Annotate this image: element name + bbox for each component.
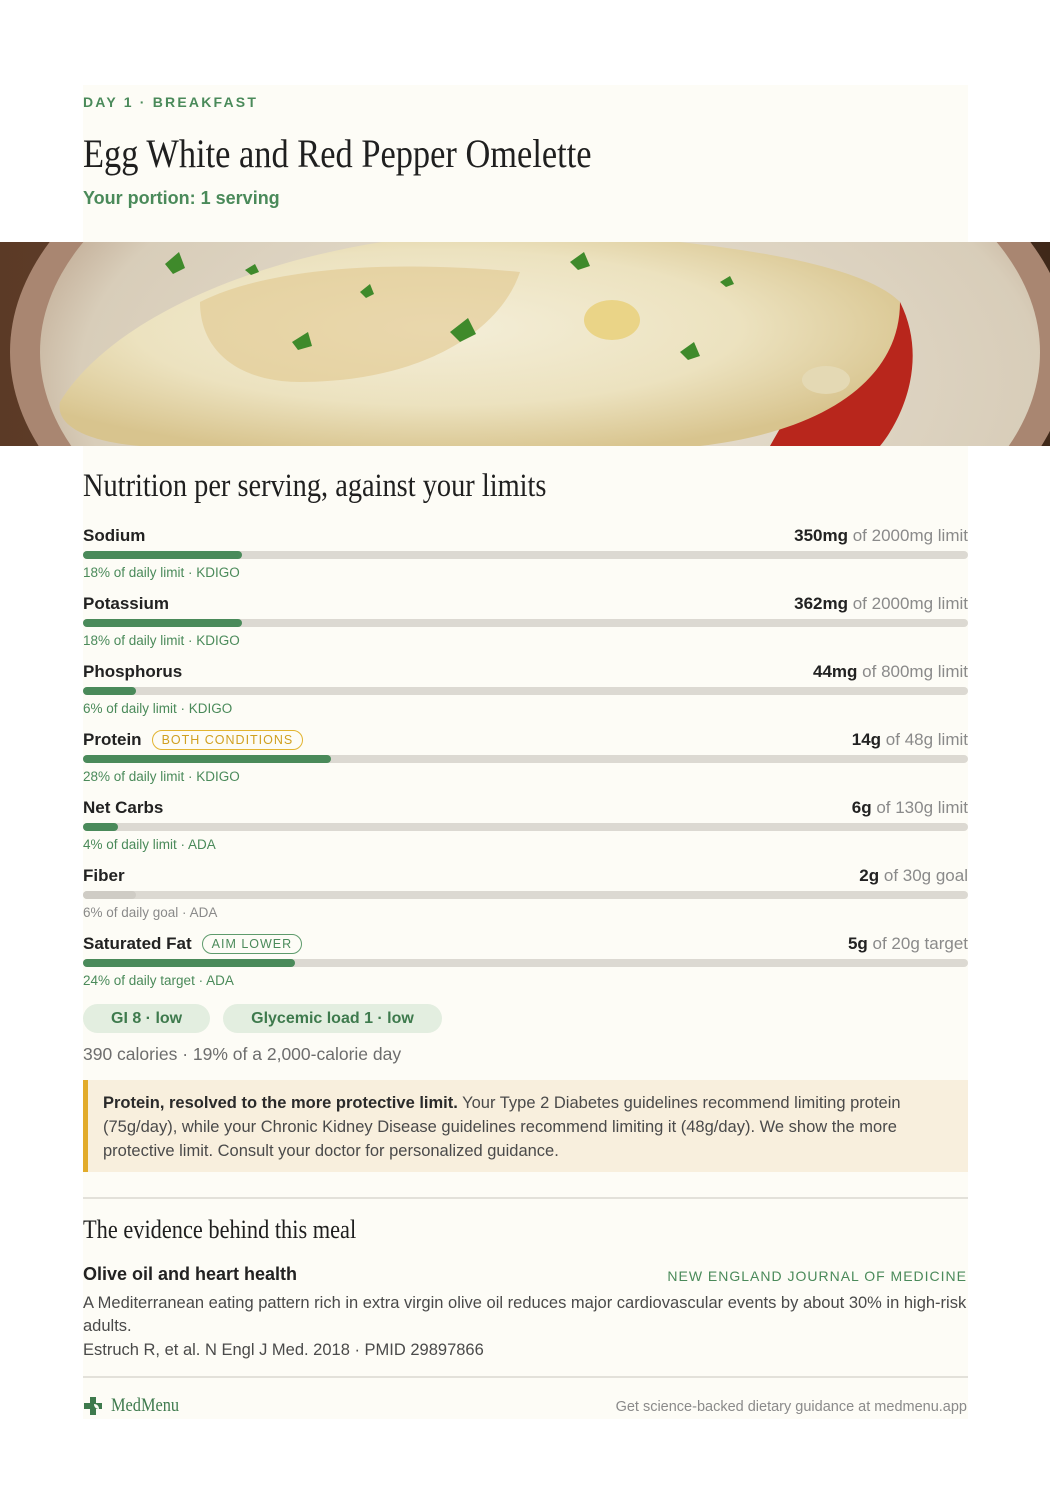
omelette-illustration	[0, 242, 1050, 446]
nutrient-name: Net Carbs	[83, 798, 164, 817]
nutrient-name: Sodium	[83, 526, 146, 545]
nutrient-value	[852, 798, 968, 818]
nutrient-amount: 362mg	[794, 594, 848, 613]
nutrient-note: 6% of daily limit · KDIGO	[83, 701, 233, 716]
brand-logo	[83, 1395, 190, 1417]
evidence-heading: The evidence behind this meal	[83, 1215, 357, 1244]
nutrient-amount: 350mg	[794, 526, 848, 545]
meal-eyebrow: DAY 1 · BREAKFAST	[83, 94, 259, 110]
divider	[83, 1376, 968, 1378]
nutrient-name: Saturated Fat	[83, 934, 192, 953]
nutrient-note: 28% of daily limit · KDIGO	[83, 769, 240, 784]
portion-label: Your portion: 1 serving	[83, 188, 280, 208]
nutrient-note: 24% of daily target · ADA	[83, 973, 234, 988]
medical-cross-leaf-icon	[83, 1396, 103, 1416]
nutrient-badge: AIM LOWER	[202, 934, 303, 954]
nutrient-value	[848, 934, 968, 954]
nutrient-progress-fill	[83, 755, 331, 763]
nutrient-limit: of 20g target	[872, 934, 968, 953]
nutrient-name-wrap	[83, 934, 302, 954]
nutrition-heading: Nutrition per serving, against your limits	[83, 468, 547, 504]
nutrient-progress-fill	[83, 687, 136, 695]
nutrient-name-wrap	[83, 866, 125, 886]
nutrient-amount: 6g	[851, 798, 872, 817]
nutrient-note: 4% of daily limit · ADA	[83, 837, 216, 852]
glycemic-pill: GI 8 · low	[83, 1004, 210, 1033]
evidence-title: Olive oil and heart health	[83, 1264, 298, 1284]
nutrient-progress-fill	[83, 823, 118, 831]
nutrient-name: Protein	[83, 730, 142, 749]
nutrient-badge: BOTH CONDITIONS	[152, 730, 304, 750]
nutrient-progress-bar	[83, 687, 968, 695]
nutrient-value	[852, 730, 968, 750]
nutrient-name-wrap	[83, 730, 303, 750]
omelette-photo	[0, 242, 1050, 446]
nutrient-progress-bar	[83, 551, 968, 559]
nutrient-amount: 5g	[847, 934, 868, 953]
nutrient-row	[83, 594, 968, 662]
nutrient-limit: of 30g goal	[883, 866, 968, 885]
nutrient-progress-fill	[83, 959, 295, 967]
nutrient-progress-bar	[83, 891, 968, 899]
callout-lead: Protein, resolved to the more protective limit.	[103, 1094, 458, 1112]
nutrient-progress-bar	[83, 619, 968, 627]
nutrient-limit: of 800mg limit	[862, 662, 968, 681]
nutrient-note: 18% of daily limit · KDIGO	[83, 565, 240, 580]
nutrient-limit: of 48g limit	[885, 730, 968, 749]
nutrient-name-wrap	[83, 594, 169, 614]
nutrient-progress-bar	[83, 823, 968, 831]
nutrient-name-wrap	[83, 798, 163, 818]
recipe-title: Egg White and Red Pepper Omelette	[83, 131, 592, 176]
evidence-source: NEW ENGLAND JOURNAL OF MEDICINE	[667, 1268, 967, 1284]
nutrient-value	[859, 866, 968, 886]
nutrient-value	[794, 594, 968, 614]
nutrient-name-wrap	[83, 662, 182, 682]
nutrient-row	[83, 526, 968, 594]
calories-summary: 390 calories · 19% of a 2,000-calorie day	[83, 1044, 402, 1064]
nutrient-progress-bar	[83, 755, 968, 763]
nutrient-limit: of 2000mg limit	[852, 526, 968, 545]
nutrient-row	[83, 662, 968, 730]
nutrient-value	[794, 526, 968, 546]
nutrition-list	[83, 526, 968, 1002]
nutrient-name-wrap	[83, 526, 145, 546]
nutrient-name: Potassium	[83, 594, 169, 613]
protein-callout	[83, 1080, 968, 1172]
nutrient-note: 6% of daily goal · ADA	[83, 905, 218, 920]
nutrient-row	[83, 798, 968, 866]
glycemic-pill: Glycemic load 1 · low	[223, 1004, 442, 1033]
nutrient-amount: 2g	[859, 866, 880, 885]
nutrient-row	[83, 730, 968, 798]
nutrient-progress-bar	[83, 959, 968, 967]
nutrient-progress-fill	[83, 891, 136, 899]
nutrient-value	[813, 662, 968, 682]
divider	[83, 1197, 968, 1199]
callout-body: Your Type 2 Diabetes guidelines recommend limiting protein (75g/day), while your Chronic Kidney Disease guidelines recommend limiting it (48g/day). We show the more protective limit. Consult your doctor for personalized guidance.	[103, 1094, 901, 1160]
nutrient-row	[83, 934, 968, 1002]
nutrient-name: Fiber	[83, 866, 125, 885]
evidence-citation: Estruch R, et al. N Engl J Med. 2018 · PMID 29897866	[83, 1341, 484, 1359]
brand-name: MedMenu	[111, 1395, 180, 1416]
nutrient-limit: of 2000mg limit	[852, 594, 968, 613]
nutrient-amount: 14g	[851, 730, 882, 749]
nutrient-limit: of 130g limit	[876, 798, 968, 817]
evidence-summary: A Mediterranean eating pattern rich in extra virgin olive oil reduces major cardiovascular events by about 30% in high-risk adults.	[83, 1294, 967, 1335]
nutrient-progress-fill	[83, 551, 242, 559]
nutrient-progress-fill	[83, 619, 242, 627]
glycemic-pills	[83, 1004, 442, 1033]
nutrient-name: Phosphorus	[83, 662, 183, 681]
nutrient-row	[83, 866, 968, 934]
nutrient-amount: 44mg	[813, 662, 858, 681]
nutrient-note: 18% of daily limit · KDIGO	[83, 633, 240, 648]
footer-tagline: Get science-backed dietary guidance at medmenu.app	[615, 1399, 967, 1415]
